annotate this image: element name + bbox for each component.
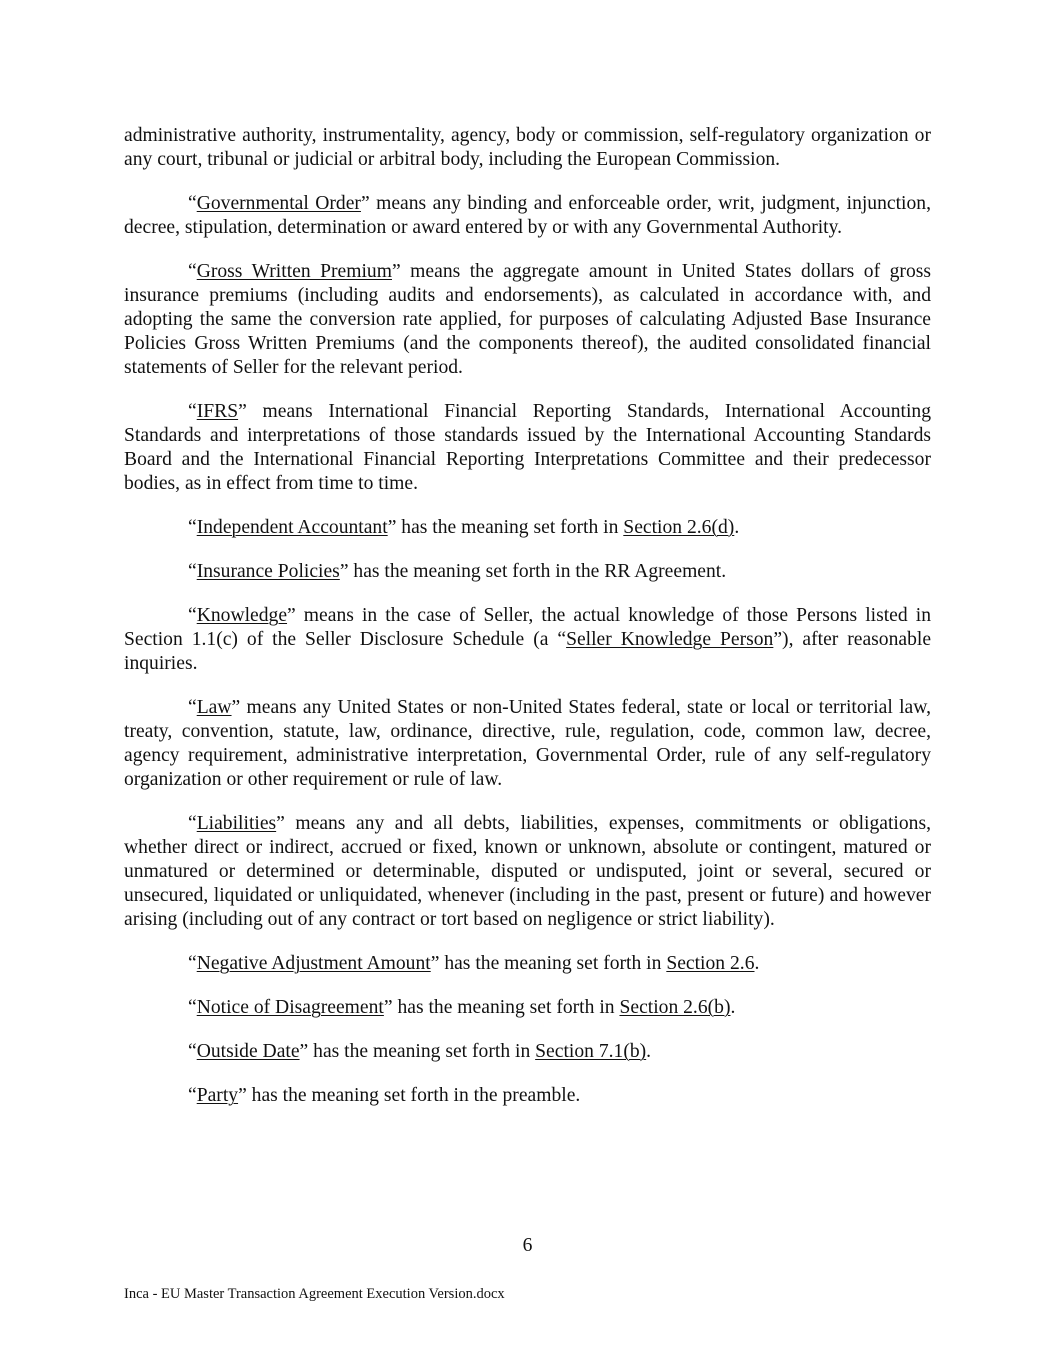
defined-term: Insurance Policies (196, 561, 340, 582)
defined-term: Negative Adjustment Amount (196, 953, 431, 974)
defined-term: Independent Accountant (196, 517, 388, 538)
defined-term: IFRS (196, 401, 239, 422)
definition-ifrs (124, 400, 931, 496)
text-run: “ (188, 813, 197, 834)
text-run: ” has the meaning set forth in the RR Agreement. (339, 561, 727, 582)
text-run: ” means the aggregate amount in United States dollars of gross insurance premiums (including audits and endorsements), as calculated in accordance with, and adopting the same the conversion rate applied, for purposes of calculating Adjusted Base Insurance Policies Gross Written Premiums (and the components thereof), the audited consolidated financial statements of Seller for the relevant period. (124, 261, 931, 378)
text-run: ” means any United States or non-United States federal, state or local or territorial law, treaty, convention, statute, law, ordinance, directive, rule, regulation, code, common law, decree, agency requirement, administrative interpretation, Governmental Order, rule of any self-regulatory organization or other requirement or rule of law. (124, 697, 931, 790)
text-run: ” means any and all debts, liabilities, expenses, commitments or obligations, whether direct or indirect, accrued or fixed, known or unknown, absolute or contingent, matured or unmatured or determined or determinable, disputed or undisputed, joint or several, secured or unsecured, liquidated or unliquidated, whenever (including in the past, present or future) and however arising (including out of any contract or tort based on negligence or strict liability). (124, 813, 931, 930)
definition-notice-of-disagreement (124, 996, 931, 1020)
section-reference: Section 2.6(d) (623, 517, 735, 538)
section-reference: Section 2.6 (666, 953, 755, 974)
section-reference: Section 7.1(b) (535, 1041, 647, 1062)
text-run: “ (188, 517, 197, 538)
text-run: “ (188, 697, 197, 718)
text-run: . (734, 517, 740, 538)
text-run: “ (188, 261, 197, 282)
text-run: . (754, 953, 760, 974)
text-run: . (730, 997, 736, 1018)
definition-governmental-authority-cont (124, 124, 931, 172)
defined-term: Law (196, 697, 232, 718)
text-run: ”), after reasonable inquiries. (124, 629, 932, 674)
text-run: “ (188, 605, 197, 626)
definition-governmental-order (124, 192, 931, 240)
definition-outside-date (124, 1040, 931, 1064)
text-run: “ (188, 1041, 197, 1062)
defined-term: Notice of Disagreement (196, 997, 384, 1018)
definition-party (124, 1084, 931, 1108)
definition-knowledge (124, 604, 931, 676)
defined-term: Party (196, 1085, 239, 1106)
text-run: ” has the meaning set forth in (299, 1041, 536, 1062)
defined-term: Knowledge (196, 605, 288, 626)
defined-term: Governmental Order (196, 193, 361, 214)
text-run: ” has the meaning set forth in the preamble. (238, 1085, 581, 1106)
text-run: . (646, 1041, 652, 1062)
text-run: “ (188, 561, 197, 582)
text-run: “ (188, 193, 197, 214)
definition-liabilities (124, 812, 931, 932)
definition-law (124, 696, 931, 792)
definition-gross-written-premium (124, 260, 931, 380)
section-reference: Section 2.6(b) (619, 997, 731, 1018)
text-run: “ (188, 997, 197, 1018)
page-number: 6 (522, 1235, 533, 1256)
text-run: ” has the meaning set forth in (387, 517, 624, 538)
text-run: “ (188, 1085, 197, 1106)
defined-term: Seller Knowledge Person (566, 629, 774, 650)
defined-term: Outside Date (196, 1041, 300, 1062)
text-run: ” has the meaning set forth in (430, 953, 667, 974)
footer-filename: Inca - EU Master Transaction Agreement Execution Version.docx (124, 1286, 505, 1302)
text-run: administrative authority, instrumentality, agency, body or commission, self-regulatory organization or any court, tribunal or judicial or arbitral body, including the European Commission. (124, 125, 931, 170)
text-run: ” means in the case of Seller, the actual knowledge of those Persons listed in Section 1.1(c) of the Seller Disclosure Schedule (a “ (124, 605, 931, 650)
document-body (124, 124, 931, 1128)
text-run: “ (188, 953, 197, 974)
text-run: ” means any binding and enforceable order, writ, judgment, injunction, decree, stipulation, determination or award entered by or with any Governmental Authority. (124, 193, 931, 238)
definition-insurance-policies (124, 560, 931, 584)
text-run: ” means International Financial Reporting Standards, International Accounting Standards and interpretations of those standards issued by the International Accounting Standards Board and the International Financial Reporting Interpretations Committee and their predecessor bodies, as in effect from time to time. (124, 401, 931, 494)
definition-negative-adjustment-amount (124, 952, 931, 976)
definition-independent-accountant (124, 516, 931, 540)
defined-term: Liabilities (196, 813, 277, 834)
text-run: “ (188, 401, 197, 422)
defined-term: Gross Written Premium (196, 261, 392, 282)
text-run: ” has the meaning set forth in (383, 997, 620, 1018)
